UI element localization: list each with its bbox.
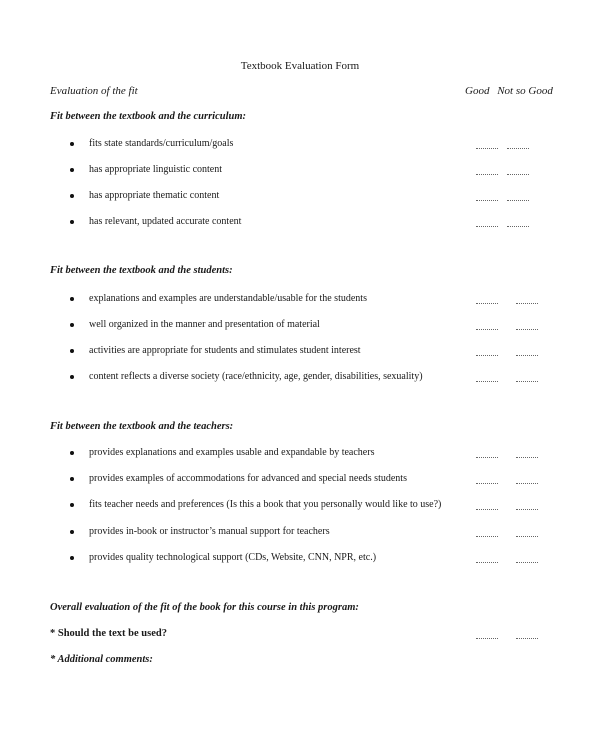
item-text: has appropriate thematic content bbox=[89, 190, 220, 201]
good-blank[interactable] bbox=[476, 381, 498, 382]
not-so-good-blank[interactable] bbox=[516, 483, 538, 484]
list-item bbox=[0, 447, 600, 461]
column-headers bbox=[465, 85, 558, 97]
bullet-icon bbox=[70, 323, 74, 327]
bullet-icon bbox=[70, 194, 74, 198]
not-so-good-blank[interactable] bbox=[516, 509, 538, 510]
not-so-good-blank[interactable] bbox=[516, 536, 538, 537]
good-blank[interactable] bbox=[476, 509, 498, 510]
list-item bbox=[0, 164, 600, 178]
good-blank[interactable] bbox=[476, 329, 498, 330]
good-blank[interactable] bbox=[476, 638, 498, 639]
not-so-good-blank[interactable] bbox=[516, 329, 538, 330]
good-blank[interactable] bbox=[476, 200, 498, 201]
question-should-use-row bbox=[0, 628, 600, 642]
section-heading-curriculum: Fit between the textbook and the curriculum: bbox=[50, 111, 247, 122]
good-blank[interactable] bbox=[476, 562, 498, 563]
not-so-good-blank[interactable] bbox=[516, 303, 538, 304]
question-should-use: * Should the text be used? bbox=[50, 628, 167, 639]
list-item bbox=[0, 216, 600, 230]
bullet-icon bbox=[70, 375, 74, 379]
column-header-not-so-good: Not so Good bbox=[497, 85, 553, 97]
item-text: provides quality technological support (CDs, Website, CNN, NPR, etc.) bbox=[89, 552, 377, 563]
bullet-icon bbox=[70, 530, 74, 534]
bullet-icon bbox=[70, 297, 74, 301]
bullet-icon bbox=[70, 477, 74, 481]
item-text: provides in-book or instructor’s manual support for teachers bbox=[89, 526, 330, 537]
good-blank[interactable] bbox=[476, 536, 498, 537]
not-so-good-blank[interactable] bbox=[516, 638, 538, 639]
item-text: explanations and examples are understandable/usable for the students bbox=[89, 293, 367, 304]
list-item bbox=[0, 293, 600, 307]
not-so-good-blank[interactable] bbox=[516, 355, 538, 356]
item-text: provides explanations and examples usable and expandable by teachers bbox=[89, 447, 375, 458]
good-blank[interactable] bbox=[476, 174, 498, 175]
column-header-good: Good bbox=[465, 85, 490, 97]
question-additional-comments: * Additional comments: bbox=[50, 654, 153, 665]
item-text: has relevant, updated accurate content bbox=[89, 216, 242, 227]
list-item bbox=[0, 319, 600, 333]
list-item bbox=[0, 345, 600, 359]
item-text: fits teacher needs and preferences (Is this a book that you personally would like to use?) bbox=[89, 499, 442, 510]
list-item bbox=[0, 552, 600, 566]
bullet-icon bbox=[70, 220, 74, 224]
evaluation-label: Evaluation of the fit bbox=[50, 85, 138, 97]
item-text: fits state standards/curriculum/goals bbox=[89, 138, 234, 149]
overall-heading: Overall evaluation of the fit of the book for this course in this program: bbox=[50, 602, 359, 613]
list-item bbox=[0, 473, 600, 487]
list-item bbox=[0, 371, 600, 385]
not-so-good-blank[interactable] bbox=[507, 200, 529, 201]
list-item bbox=[0, 526, 600, 540]
bullet-icon bbox=[70, 556, 74, 560]
bullet-icon bbox=[70, 168, 74, 172]
item-text: has appropriate linguistic content bbox=[89, 164, 223, 175]
item-text: content reflects a diverse society (race/ethnicity, age, gender, disabilities, sexuality) bbox=[89, 371, 423, 382]
bullet-icon bbox=[70, 349, 74, 353]
not-so-good-blank[interactable] bbox=[516, 457, 538, 458]
good-blank[interactable] bbox=[476, 457, 498, 458]
not-so-good-blank[interactable] bbox=[507, 174, 529, 175]
good-blank[interactable] bbox=[476, 148, 498, 149]
bullet-icon bbox=[70, 451, 74, 455]
good-blank[interactable] bbox=[476, 483, 498, 484]
item-text: well organized in the manner and presentation of material bbox=[89, 319, 320, 330]
bullet-icon bbox=[70, 503, 74, 507]
good-blank[interactable] bbox=[476, 303, 498, 304]
not-so-good-blank[interactable] bbox=[507, 148, 529, 149]
section-heading-students: Fit between the textbook and the students: bbox=[50, 265, 233, 276]
not-so-good-blank[interactable] bbox=[516, 381, 538, 382]
item-text: provides examples of accommodations for advanced and special needs students bbox=[89, 473, 407, 484]
item-text: activities are appropriate for students and stimulates student interest bbox=[89, 345, 361, 356]
good-blank[interactable] bbox=[476, 226, 498, 227]
list-item bbox=[0, 499, 600, 513]
good-blank[interactable] bbox=[476, 355, 498, 356]
bullet-icon bbox=[70, 142, 74, 146]
not-so-good-blank[interactable] bbox=[516, 562, 538, 563]
form-title: Textbook Evaluation Form bbox=[240, 60, 360, 72]
section-heading-teachers: Fit between the textbook and the teachers: bbox=[50, 421, 234, 432]
list-item bbox=[0, 138, 600, 152]
not-so-good-blank[interactable] bbox=[507, 226, 529, 227]
list-item bbox=[0, 190, 600, 204]
